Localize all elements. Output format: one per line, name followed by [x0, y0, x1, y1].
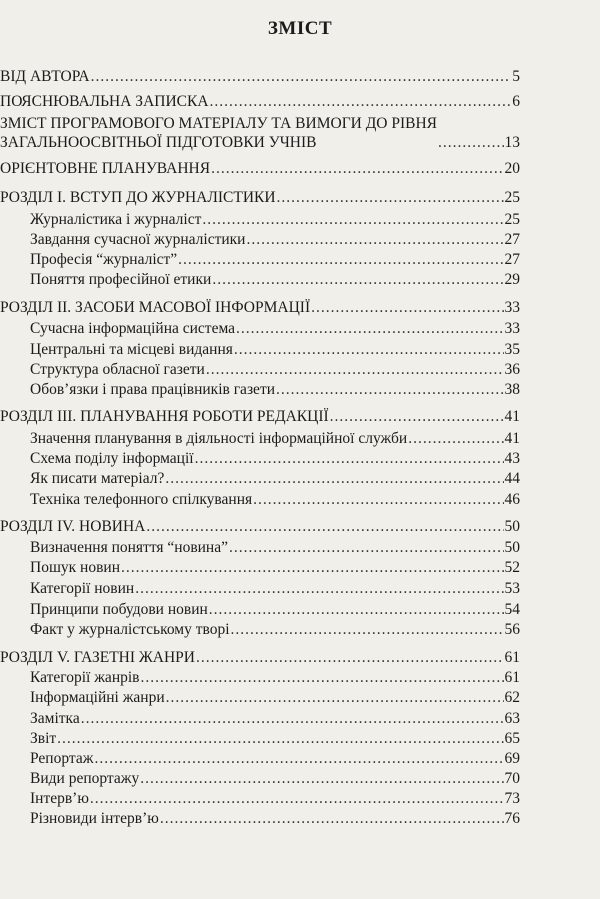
toc-subentry	[30, 688, 520, 707]
toc-entry-text: Сучасна інформаційна система	[30, 320, 236, 337]
toc-entry-page: 41	[504, 408, 520, 425]
toc-subentry	[30, 620, 520, 639]
toc-subentry	[30, 729, 520, 748]
toc-entry-text: Різновиди інтерв’ю	[30, 810, 159, 827]
toc-entry-page: 56	[504, 621, 520, 638]
toc-entry-page: 73	[504, 790, 520, 807]
toc-entry-text: Схема поділу інформації	[30, 450, 194, 467]
toc-subentry	[30, 319, 520, 338]
dot-leader	[212, 270, 503, 289]
toc-entry-page: 65	[504, 730, 520, 747]
toc-entry-text: Центральні та місцеві видання	[30, 341, 233, 358]
dot-leader	[160, 809, 504, 828]
toc-entry-text: ВІД АВТОРА	[0, 68, 90, 85]
toc-entry-page: 33	[504, 320, 520, 337]
toc-subentry	[30, 538, 520, 557]
dot-leader	[438, 133, 503, 152]
toc-entry-text: Пошук новин	[30, 559, 120, 576]
dot-leader	[195, 449, 504, 468]
toc-entry-page: 27	[504, 231, 520, 248]
toc-entry-text: Інформаційні жанри	[30, 689, 165, 706]
dot-leader	[408, 429, 503, 448]
toc-entry-text: Визначення поняття “новина”	[30, 539, 228, 556]
toc-entry-text: Принципи побудови новин	[30, 601, 208, 618]
dot-leader	[90, 789, 504, 808]
toc-entry-text: Журналістика і журналіст	[30, 211, 202, 228]
toc-entry-page: 25	[504, 211, 520, 228]
toc-entry-text: Звіт	[30, 730, 57, 747]
toc-entry-page: 43	[504, 450, 520, 467]
dot-leader	[81, 709, 504, 728]
toc-entry-text: Структура обласної газети	[30, 361, 205, 378]
toc-entry-page: 41	[504, 430, 520, 447]
toc-entry-text: Інтерв’ю	[30, 790, 89, 807]
toc-subentry	[30, 769, 520, 788]
dot-leader	[202, 210, 503, 229]
toc-entry-text: Обов’язки і права працівників газети	[30, 381, 276, 398]
toc-entry-text: РОЗДІЛ IV. НОВИНА	[0, 518, 146, 535]
toc-entry-page: 25	[504, 189, 520, 206]
toc-subentry	[30, 270, 520, 289]
toc-entry-page: 38	[504, 381, 520, 398]
toc-entry-text: РОЗДІЛ ІІ. ЗАСОБИ МАСОВОЇ ІНФОРМАЦІЇ	[0, 299, 311, 316]
toc-entry-page: 54	[504, 601, 520, 618]
toc-entry-text: Замітка	[30, 710, 80, 727]
toc-subentry	[30, 250, 520, 269]
dot-leader	[178, 250, 503, 269]
toc-entry-textblock	[0, 114, 437, 152]
dot-leader	[311, 298, 503, 317]
toc-entry	[0, 517, 520, 536]
toc-entry-text: Поняття професійної етики	[30, 271, 212, 288]
toc-entry-text: Значення планування в діяльності інформаційної служби	[30, 430, 408, 447]
dot-leader	[140, 769, 503, 788]
toc-entry-page: 61	[504, 649, 520, 666]
page-title: ЗМІСТ	[267, 18, 333, 39]
dot-leader	[234, 340, 504, 359]
toc-entry-page: 53	[504, 580, 520, 597]
toc-subentry	[30, 749, 520, 768]
toc-entry-page: 33	[504, 299, 520, 316]
toc-entry-page: 29	[504, 271, 520, 288]
dot-leader	[166, 688, 504, 707]
dot-leader	[246, 230, 503, 249]
toc-entry-page: 62	[504, 689, 520, 706]
dot-leader	[91, 67, 512, 86]
toc-entry	[0, 407, 520, 426]
toc-entry-page: 50	[504, 539, 520, 556]
toc-subentry	[30, 449, 520, 468]
dot-leader	[206, 360, 504, 379]
toc-subentry	[30, 210, 520, 229]
toc-entry-text: ПОЯСНЮВАЛЬНА ЗАПИСКА	[0, 93, 209, 110]
dot-leader	[229, 538, 504, 557]
toc-entry-text: РОЗДІЛ V. ГАЗЕТНІ ЖАНРИ	[0, 649, 195, 666]
toc-entry-page: 13	[504, 134, 520, 151]
dot-leader	[121, 558, 504, 577]
toc-entry-page: 27	[504, 251, 520, 268]
toc-subentry	[30, 230, 520, 249]
toc-entry-text: Репортаж	[30, 750, 94, 767]
toc-entry-text: Категорії новин	[30, 580, 135, 597]
toc-entry-text: Завдання сучасної журналістики	[30, 231, 246, 248]
toc-entry-text-line2: ЗАГАЛЬНООСВІТНЬОЇ ПІДГОТОВКИ УЧНІВ	[0, 134, 317, 151]
toc-entry	[0, 648, 520, 667]
toc-subentry	[30, 600, 520, 619]
toc-subentry	[30, 789, 520, 808]
toc-entry	[0, 114, 520, 152]
dot-leader	[211, 159, 503, 178]
toc-entry-page: 70	[504, 770, 520, 787]
toc-subentry	[30, 668, 520, 687]
dot-leader	[140, 668, 503, 687]
toc-entry-text: РОЗДІЛ І. ВСТУП ДО ЖУРНАЛІСТИКИ	[0, 189, 276, 206]
dot-leader	[57, 729, 503, 748]
dot-leader	[210, 92, 512, 111]
toc-subentry	[30, 469, 520, 488]
toc-entry-text: ОРІЄНТОВНЕ ПЛАНУВАННЯ	[0, 160, 211, 177]
dot-leader	[277, 188, 504, 207]
toc-entry-page: 36	[504, 361, 520, 378]
toc-entry-page: 69	[504, 750, 520, 767]
toc-entry-page: 44	[504, 470, 520, 487]
toc-entry-page: 46	[504, 491, 520, 508]
toc-subentry	[30, 340, 520, 359]
dot-leader	[253, 490, 503, 509]
toc-entry	[0, 67, 520, 86]
toc-entry-text: Факт у журналістському творі	[30, 621, 230, 638]
toc-entry-page: 50	[504, 518, 520, 535]
toc-entry-page: 52	[504, 559, 520, 576]
dot-leader	[209, 600, 504, 619]
toc-entry-text: Категорії жанрів	[30, 669, 140, 686]
toc-entry	[0, 188, 520, 207]
toc-entry-page: 76	[504, 810, 520, 827]
toc-subentry	[30, 558, 520, 577]
dot-leader	[231, 620, 504, 639]
toc-subentry	[30, 709, 520, 728]
toc-entry-text: Види репортажу	[30, 770, 140, 787]
toc-entry	[0, 92, 520, 111]
toc-entry-page: 35	[504, 341, 520, 358]
toc-subentry	[30, 429, 520, 448]
toc-entry-page: 63	[504, 710, 520, 727]
toc-entry-text: Професія “журналіст”	[30, 251, 178, 268]
dot-leader	[236, 319, 503, 338]
toc-entry	[0, 159, 520, 178]
toc-entry-page: 61	[504, 669, 520, 686]
dot-leader	[196, 648, 504, 667]
toc-subentry	[30, 380, 520, 399]
toc-subentry	[30, 579, 520, 598]
toc-entry-page: 5	[512, 68, 520, 85]
toc-subentry	[30, 809, 520, 828]
toc-entry-page: 20	[504, 160, 520, 177]
toc-subentry	[30, 360, 520, 379]
toc-subentry	[30, 490, 520, 509]
dot-leader	[135, 579, 503, 598]
dot-leader	[276, 380, 503, 399]
dot-leader	[330, 407, 504, 426]
dot-leader	[94, 749, 503, 768]
dot-leader	[165, 469, 503, 488]
toc-entry-text: Техніка телефонного спілкування	[30, 491, 253, 508]
toc-entry-text: РОЗДІЛ ІІІ. ПЛАНУВАННЯ РОБОТИ РЕДАКЦІЇ	[0, 408, 329, 425]
toc-entry-page: 6	[512, 93, 520, 110]
toc-entry-text: Як писати матеріал?	[30, 470, 165, 487]
dot-leader	[146, 517, 503, 536]
toc-entry-text: ЗМІСТ ПРОГРАМОВОГО МАТЕРІАЛУ ТА ВИМОГИ ДО РІВНЯ	[0, 115, 438, 132]
toc-entry	[0, 298, 520, 317]
